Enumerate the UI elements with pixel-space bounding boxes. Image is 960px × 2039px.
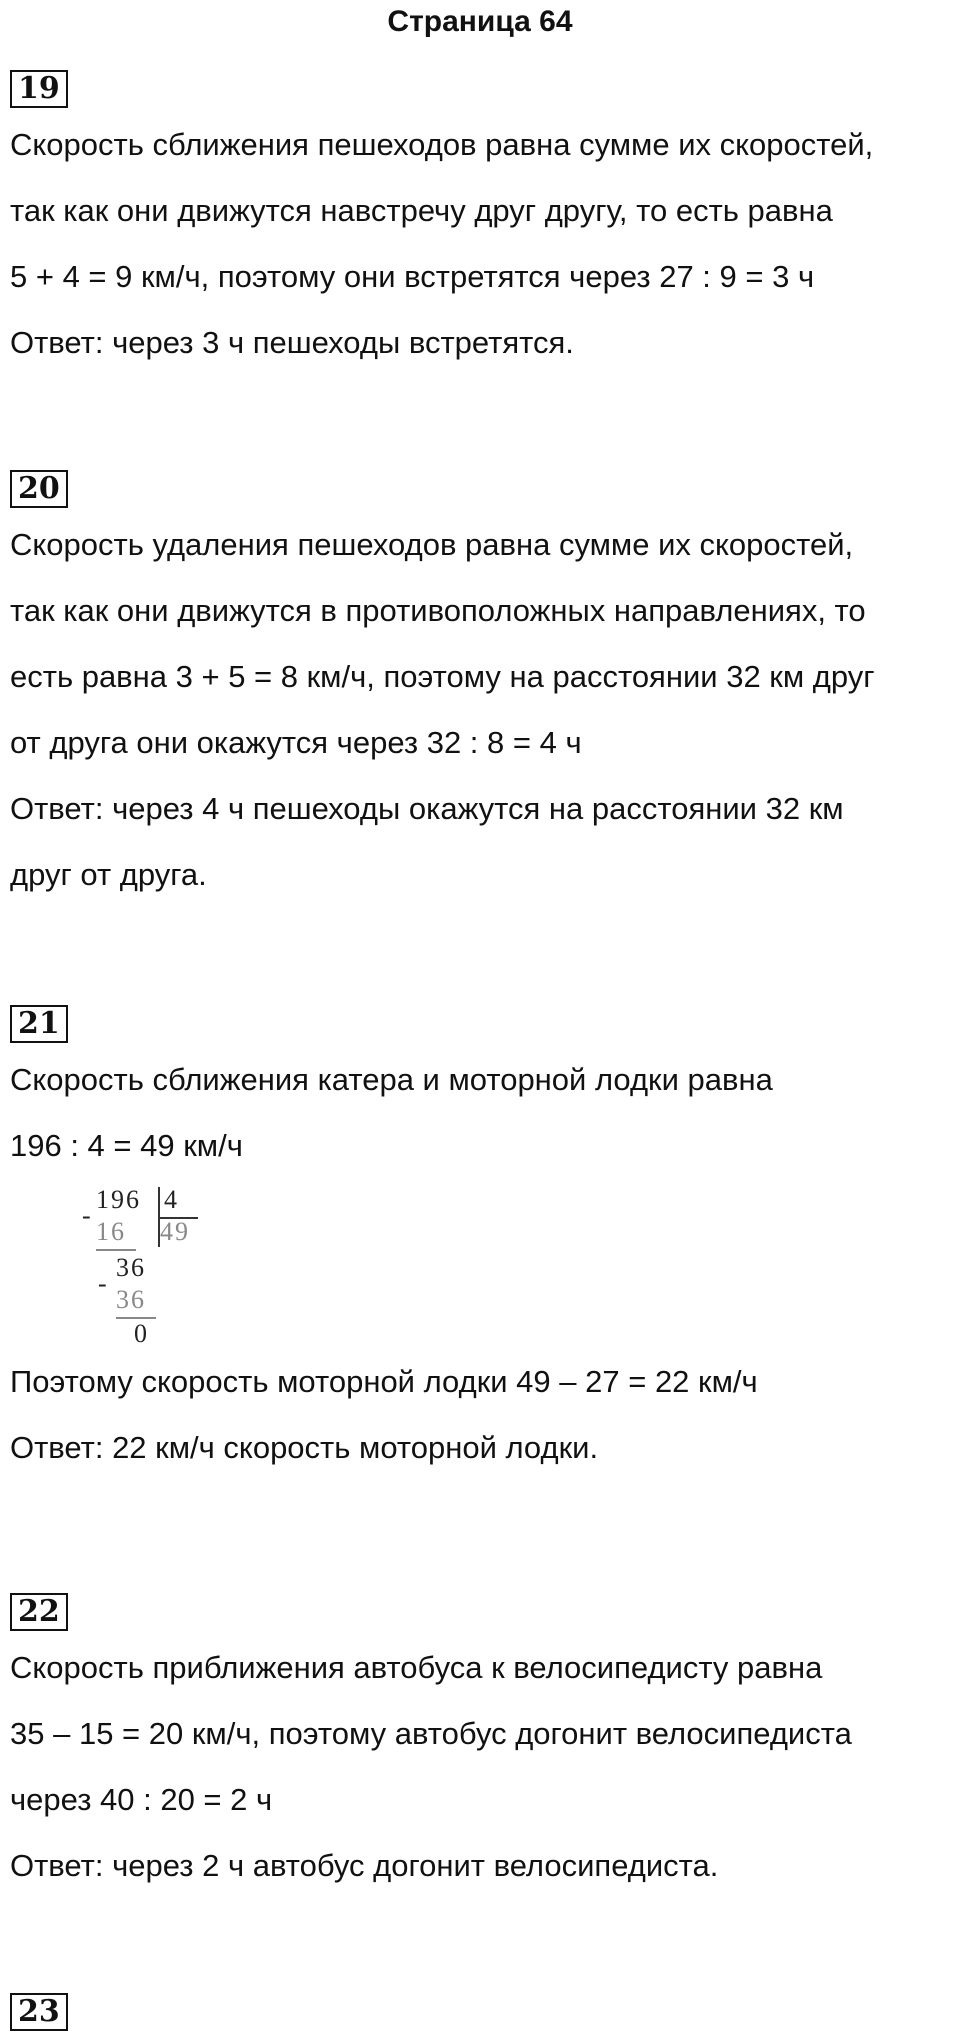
answer-line: друг от друга.	[10, 857, 207, 892]
dividend: 196	[96, 1185, 141, 1214]
answer-line: Ответ: через 4 ч пешеходы окажутся на расстоянии 32 км	[10, 791, 844, 826]
answer-line: Ответ: через 3 ч пешеходы встретятся.	[10, 325, 574, 360]
text-line: Поэтому скорость моторной лодки 49 – 27 = 22 км/ч	[10, 1364, 758, 1399]
text-line: 196 : 4 = 49 км/ч	[10, 1128, 243, 1163]
answer-line: Ответ: через 2 ч автобус догонит велосипедиста.	[10, 1848, 719, 1883]
task-number: 23	[10, 1993, 68, 2031]
task-number: 20	[10, 470, 68, 508]
text-line: Скорость приближения автобуса к велосипедисту равна	[10, 1650, 823, 1685]
text-line: так как они движутся в противоположных направлениях, то	[10, 593, 866, 628]
text-line: через 40 : 20 = 2 ч	[10, 1782, 273, 1817]
page-title: Страница 64	[387, 5, 573, 38]
long-division	[10, 1179, 950, 1349]
text-line: от друга они окажутся через 32 : 8 = 4 ч	[10, 725, 582, 760]
text-line: так как они движутся навстречу друг другу, то есть равна	[10, 193, 833, 228]
minus-sign: -	[98, 1269, 109, 1298]
task-number: 19	[10, 70, 68, 108]
task-21	[10, 1005, 950, 1481]
subtrahend-1: 16	[96, 1217, 126, 1246]
quotient: 49	[160, 1217, 190, 1246]
task-23	[10, 1993, 950, 2035]
task-number: 21	[10, 1005, 68, 1043]
task-20	[10, 470, 950, 908]
remainder-final: 0	[134, 1319, 149, 1348]
divisor: 4	[164, 1185, 179, 1214]
minus-sign: -	[82, 1201, 93, 1230]
text-line: Скорость сближения катера и моторной лодки равна	[10, 1062, 773, 1097]
task-19	[10, 70, 950, 376]
text-line: 5 + 4 = 9 км/ч, поэтому они встретятся через 27 : 9 = 3 ч	[10, 259, 815, 294]
subtrahend-2: 36	[116, 1285, 146, 1314]
text-line: есть равна 3 + 5 = 8 км/ч, поэтому на расстоянии 32 км друг	[10, 659, 875, 694]
text-line: Скорость удаления пешеходов равна сумме их скоростей,	[10, 527, 854, 562]
task-number: 22	[10, 1593, 68, 1631]
remainder-1: 36	[116, 1253, 146, 1282]
underline-1	[96, 1249, 136, 1251]
answer-line: Ответ: 22 км/ч скорость моторной лодки.	[10, 1430, 599, 1465]
task-22	[10, 1593, 950, 1899]
text-line: Скорость сближения пешеходов равна сумме их скоростей,	[10, 127, 874, 162]
text-line: 35 – 15 = 20 км/ч, поэтому автобус догонит велосипедиста	[10, 1716, 852, 1751]
